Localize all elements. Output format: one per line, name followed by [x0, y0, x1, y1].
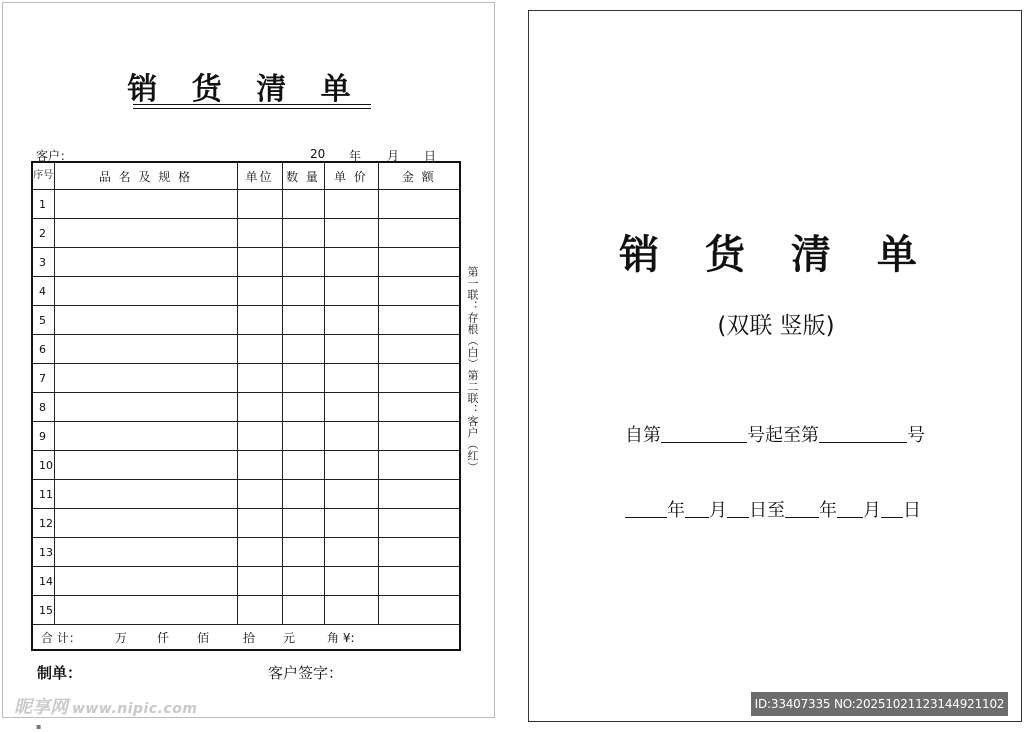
item-cell[interactable] [54, 538, 237, 567]
total-jiao: 角 ¥: [327, 630, 355, 645]
item-cell[interactable] [54, 451, 237, 480]
customer-label: 客户： [36, 149, 73, 163]
total-bai: 佰 [197, 630, 210, 645]
unit-cell[interactable] [237, 248, 282, 277]
price-cell[interactable] [324, 567, 378, 596]
table-header-row [32, 162, 460, 190]
unit-cell[interactable] [237, 219, 282, 248]
start-month-blank[interactable] [685, 501, 709, 518]
start-day-blank[interactable] [727, 501, 749, 518]
sales-table [31, 161, 461, 651]
corner-mark: ▪ [36, 722, 42, 731]
column-header-price: 单 价 [324, 162, 378, 190]
table-row [32, 306, 460, 335]
item-cell[interactable] [54, 567, 237, 596]
end-month-label: 月 [863, 500, 881, 521]
amount-cell[interactable] [378, 219, 460, 248]
column-header-seq: 序号 [32, 162, 54, 190]
table-row [32, 567, 460, 596]
price-cell[interactable] [324, 422, 378, 451]
amount-cell[interactable] [378, 306, 460, 335]
quantity-cell[interactable] [282, 219, 324, 248]
table-row [32, 596, 460, 625]
row-number: 4 [32, 277, 54, 306]
total-cell [32, 625, 460, 651]
quantity-cell[interactable] [282, 335, 324, 364]
amount-cell[interactable] [378, 451, 460, 480]
table-row [32, 509, 460, 538]
item-cell[interactable] [54, 248, 237, 277]
table-body [32, 190, 460, 625]
row-number: 2 [32, 219, 54, 248]
row-number: 8 [32, 393, 54, 422]
row-number: 5 [32, 306, 54, 335]
watermark-url: www.nipic.com [72, 701, 198, 717]
title-underline-top [133, 104, 371, 105]
table-row [32, 480, 460, 509]
end-year-blank[interactable] [785, 501, 819, 518]
year-label: 年 [349, 149, 362, 163]
table-row [32, 248, 460, 277]
total-qian: 仟 [157, 630, 170, 645]
quantity-cell[interactable] [282, 422, 324, 451]
price-cell[interactable] [324, 509, 378, 538]
price-cell[interactable] [324, 219, 378, 248]
item-cell[interactable] [54, 422, 237, 451]
amount-cell[interactable] [378, 480, 460, 509]
item-cell[interactable] [54, 480, 237, 509]
price-cell[interactable] [324, 248, 378, 277]
price-cell[interactable] [324, 306, 378, 335]
start-year-blank[interactable] [625, 501, 667, 518]
end-year-label: 年 [819, 500, 837, 521]
amount-cell[interactable] [378, 567, 460, 596]
cover-subtitle: (双联 竖版) [717, 313, 835, 339]
quantity-cell[interactable] [282, 248, 324, 277]
amount-cell[interactable] [378, 364, 460, 393]
row-number: 14 [32, 567, 54, 596]
unit-cell[interactable] [237, 335, 282, 364]
price-cell[interactable] [324, 451, 378, 480]
table-row [32, 538, 460, 567]
total-yuan: 元 [283, 630, 296, 645]
end-number-blank[interactable] [819, 426, 907, 443]
item-cell[interactable] [54, 509, 237, 538]
amount-cell[interactable] [378, 335, 460, 364]
number-end-label: 号 [907, 425, 925, 446]
price-cell[interactable] [324, 277, 378, 306]
item-cell[interactable] [54, 596, 237, 625]
column-header-amount: 金 额 [378, 162, 460, 190]
total-row [32, 625, 460, 651]
watermark-brand: 昵享网 [14, 697, 68, 718]
price-cell[interactable] [324, 393, 378, 422]
row-number: 3 [32, 248, 54, 277]
price-cell[interactable] [324, 480, 378, 509]
item-cell[interactable] [54, 190, 237, 219]
unit-cell[interactable] [237, 364, 282, 393]
item-cell[interactable] [54, 364, 237, 393]
quantity-cell[interactable] [282, 190, 324, 219]
amount-cell[interactable] [378, 596, 460, 625]
table-row [32, 277, 460, 306]
customer-sign-label: 客户签字： [268, 664, 344, 682]
amount-cell[interactable] [378, 190, 460, 219]
row-number: 10 [32, 451, 54, 480]
day-label: 日 [424, 149, 437, 163]
quantity-cell[interactable] [282, 393, 324, 422]
date-range-line [625, 496, 921, 522]
total-label: 合 计： [41, 630, 81, 645]
amount-cell[interactable] [378, 422, 460, 451]
total-wan: 万 [115, 630, 128, 645]
number-range-line [625, 421, 925, 447]
unit-cell[interactable] [237, 538, 282, 567]
quantity-cell[interactable] [282, 451, 324, 480]
column-header-item: 品 名 及 规 格 [54, 162, 237, 190]
item-cell[interactable] [54, 335, 237, 364]
end-day-label: 日 [903, 500, 921, 521]
amount-cell[interactable] [378, 393, 460, 422]
unit-cell[interactable] [237, 480, 282, 509]
row-number: 15 [32, 596, 54, 625]
cover-title: 销 货 清 单 [619, 232, 933, 278]
unit-cell[interactable] [237, 190, 282, 219]
watermark [14, 693, 197, 719]
table-row [32, 393, 460, 422]
price-cell[interactable] [324, 596, 378, 625]
day-to-label: 日至 [749, 500, 785, 521]
end-month-blank[interactable] [837, 501, 863, 518]
item-cell[interactable] [54, 306, 237, 335]
table-row [32, 451, 460, 480]
price-cell[interactable] [324, 190, 378, 219]
item-cell[interactable] [54, 277, 237, 306]
amount-cell[interactable] [378, 248, 460, 277]
quantity-cell[interactable] [282, 567, 324, 596]
price-cell[interactable] [324, 364, 378, 393]
column-header-quantity: 数 量 [282, 162, 324, 190]
table-row [32, 335, 460, 364]
price-cell[interactable] [324, 538, 378, 567]
amount-cell[interactable] [378, 277, 460, 306]
unit-cell[interactable] [237, 422, 282, 451]
unit-cell[interactable] [237, 596, 282, 625]
table-row [32, 190, 460, 219]
unit-cell[interactable] [237, 509, 282, 538]
unit-cell[interactable] [237, 277, 282, 306]
quantity-cell[interactable] [282, 509, 324, 538]
title-underline-bottom [133, 108, 371, 109]
unit-cell[interactable] [237, 567, 282, 596]
quantity-cell[interactable] [282, 364, 324, 393]
unit-cell[interactable] [237, 306, 282, 335]
item-cell[interactable] [54, 219, 237, 248]
row-number: 7 [32, 364, 54, 393]
number-mid-label: 号起至第 [747, 425, 819, 446]
end-day-blank[interactable] [881, 501, 903, 518]
price-cell[interactable] [324, 335, 378, 364]
start-year-label: 年 [667, 500, 685, 521]
table-row [32, 422, 460, 451]
start-number-blank[interactable] [661, 426, 747, 443]
unit-cell[interactable] [237, 451, 282, 480]
row-number: 13 [32, 538, 54, 567]
quantity-cell[interactable] [282, 538, 324, 567]
maker-label: 制单： [37, 664, 83, 682]
quantity-cell[interactable] [282, 277, 324, 306]
item-cell[interactable] [54, 393, 237, 422]
unit-cell[interactable] [237, 393, 282, 422]
month-label: 月 [387, 149, 400, 163]
table-row [32, 364, 460, 393]
amount-cell[interactable] [378, 509, 460, 538]
amount-cell[interactable] [378, 538, 460, 567]
row-number: 9 [32, 422, 54, 451]
row-number: 1 [32, 190, 54, 219]
row-number: 11 [32, 480, 54, 509]
image-id-strip: ID:33407335 NO:20251021123144921102 [751, 692, 1008, 716]
quantity-cell[interactable] [282, 596, 324, 625]
quantity-cell[interactable] [282, 480, 324, 509]
date-prefix: 20 [310, 147, 326, 161]
cover-page [528, 10, 1022, 722]
column-header-unit: 单位 [237, 162, 282, 190]
quantity-cell[interactable] [282, 306, 324, 335]
copy-note: 第一联：存根（白）第二联：客户（红） [466, 266, 479, 473]
row-number: 12 [32, 509, 54, 538]
form-title: 销 货 清 单 [127, 72, 363, 107]
start-month-label: 月 [709, 500, 727, 521]
from-label: 自第 [625, 425, 661, 446]
total-shi: 拾 [243, 630, 256, 645]
table-row [32, 219, 460, 248]
row-number: 6 [32, 335, 54, 364]
